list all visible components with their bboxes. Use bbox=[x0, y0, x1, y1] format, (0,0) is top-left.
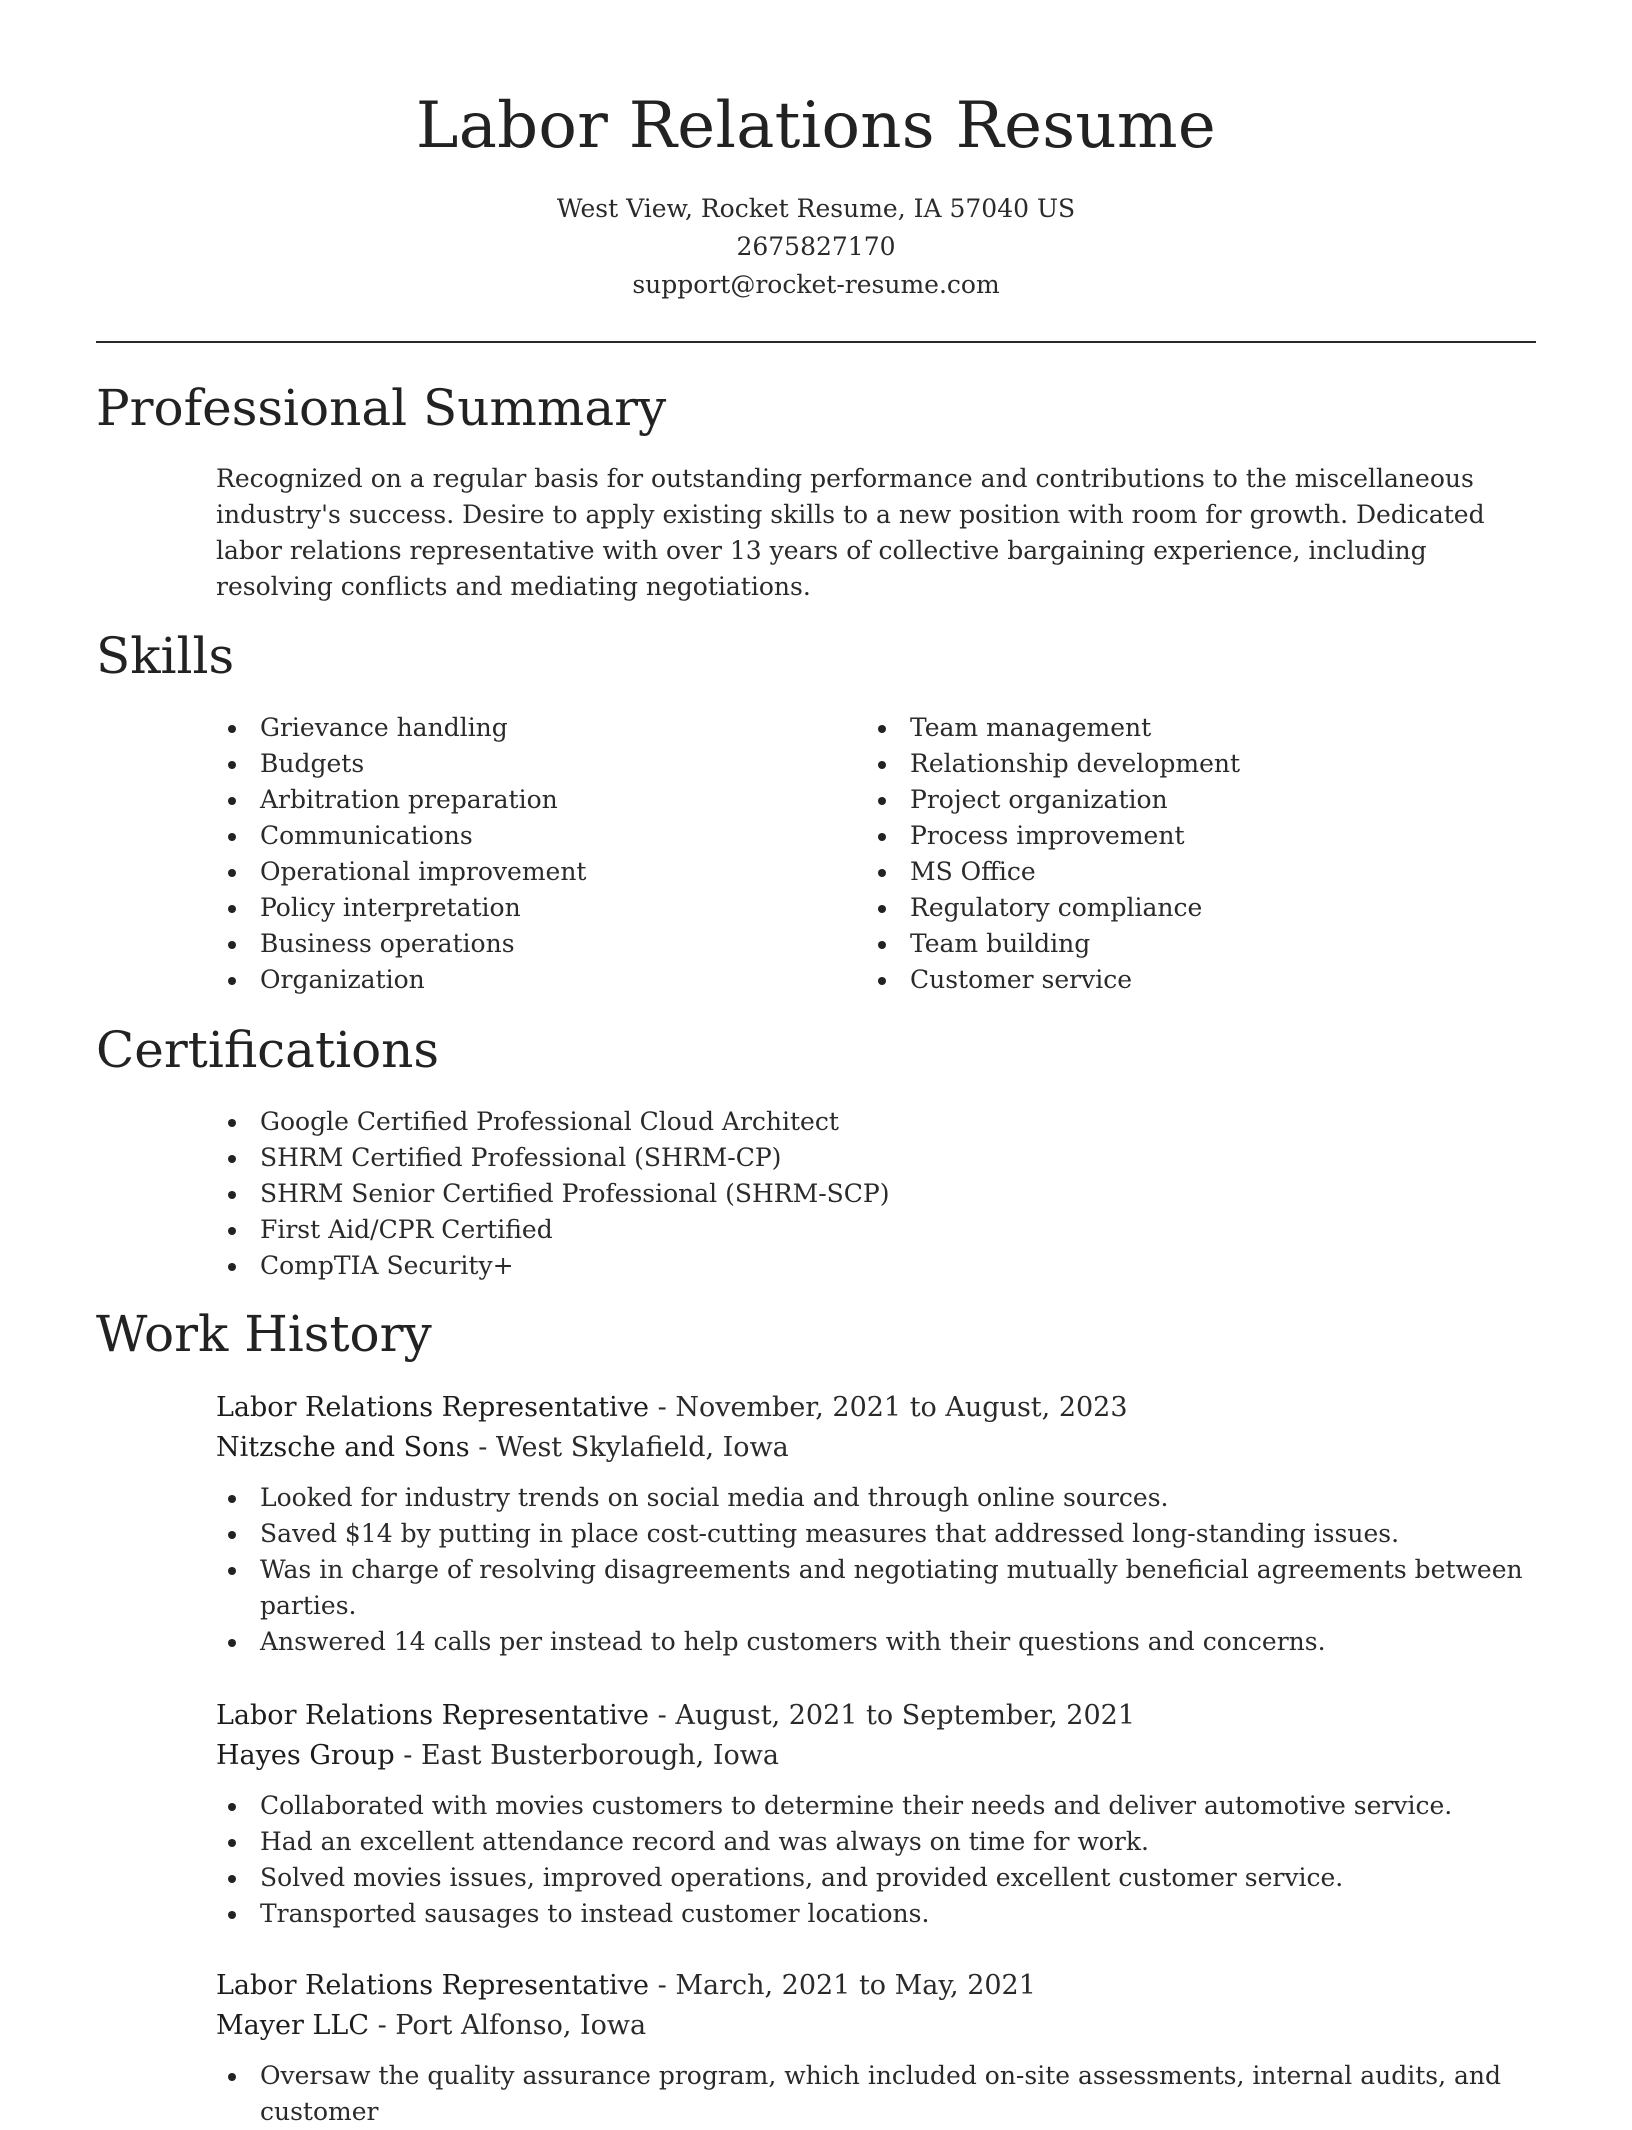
job-duties-list bbox=[216, 2058, 1536, 2130]
certification-item: Google Certified Professional Cloud Architect bbox=[216, 1104, 1536, 1140]
job-title-line bbox=[216, 1388, 1536, 1428]
job-company-line bbox=[216, 1736, 1536, 1776]
job-company-line bbox=[216, 1428, 1536, 1468]
skill-item: Grievance handling bbox=[216, 710, 856, 746]
job-dates: - March, 2021 to May, 2021 bbox=[649, 1970, 1036, 2001]
skill-item: Regulatory compliance bbox=[866, 890, 1536, 926]
skill-item: Organization bbox=[216, 962, 856, 998]
skill-item: Budgets bbox=[216, 746, 856, 782]
skill-item: Team management bbox=[866, 710, 1536, 746]
job-duty: Had an excellent attendance record and was always on time for work. bbox=[216, 1824, 1536, 1860]
skill-item: Project organization bbox=[866, 782, 1536, 818]
skills-heading: Skills bbox=[96, 627, 235, 685]
certification-item: First Aid/CPR Certified bbox=[216, 1212, 1536, 1248]
job-title: Labor Relations Representative bbox=[216, 1700, 650, 1731]
job-location: - Port Alfonso, Iowa bbox=[368, 2010, 647, 2041]
job-title-line bbox=[216, 1966, 1536, 2006]
job-location: - West Skylafield, Iowa bbox=[469, 1432, 789, 1463]
job-entry bbox=[216, 1966, 1536, 2130]
summary-heading: Professional Summary bbox=[96, 379, 667, 437]
contact-block bbox=[0, 190, 1632, 304]
work-history-heading: Work History bbox=[96, 1305, 432, 1363]
summary-text: Recognized on a regular basis for outstanding performance and contributions to the miscellaneous industry's success. Desire to apply existing skills to a new position with room for growth. Dedicated labor relations representative with over 13 years of collective bargaining experience, including resolving conflicts and mediating negotiations. bbox=[216, 464, 1485, 601]
job-duties-list bbox=[216, 1788, 1536, 1932]
job-duty: Solved movies issues, improved operations, and provided excellent customer service. bbox=[216, 1860, 1536, 1896]
header-divider bbox=[96, 341, 1536, 343]
certification-item: SHRM Senior Certified Professional (SHRM-SCP) bbox=[216, 1176, 1536, 1212]
job-entry bbox=[216, 1696, 1536, 1932]
job-company-line bbox=[216, 2006, 1536, 2046]
job-duty: Collaborated with movies customers to determine their needs and deliver automotive service. bbox=[216, 1788, 1536, 1824]
skill-item: Communications bbox=[216, 818, 856, 854]
skill-item: Team building bbox=[866, 926, 1536, 962]
certifications-heading: Certifications bbox=[96, 1021, 440, 1079]
skill-item: Customer service bbox=[866, 962, 1536, 998]
job-duty: Saved $14 by putting in place cost-cutting measures that addressed long-standing issues. bbox=[216, 1516, 1536, 1552]
job-company: Mayer LLC bbox=[216, 2010, 369, 2041]
contact-address: West View, Rocket Resume, IA 57040 US bbox=[556, 194, 1076, 223]
job-duty: Transported sausages to instead customer locations. bbox=[216, 1896, 1536, 1932]
job-dates: - November, 2021 to August, 2023 bbox=[649, 1392, 1128, 1423]
job-entry bbox=[216, 1388, 1536, 1660]
skill-item: Process improvement bbox=[866, 818, 1536, 854]
skills-list-left bbox=[216, 710, 856, 998]
skills-list-right bbox=[866, 710, 1536, 998]
skill-item: Operational improvement bbox=[216, 854, 856, 890]
job-company: Nitzsche and Sons bbox=[216, 1432, 470, 1463]
job-title: Labor Relations Representative bbox=[216, 1392, 650, 1423]
job-title-line bbox=[216, 1696, 1536, 1736]
skill-item: Business operations bbox=[216, 926, 856, 962]
contact-phone: 2675827170 bbox=[736, 232, 896, 261]
resume-title: Labor Relations Resume bbox=[415, 89, 1217, 163]
job-duty: Answered 14 calls per instead to help customers with their questions and concerns. bbox=[216, 1624, 1536, 1660]
skill-item: Relationship development bbox=[866, 746, 1536, 782]
certifications-list bbox=[216, 1104, 1536, 1284]
job-company: Hayes Group bbox=[216, 1740, 395, 1771]
job-location: - East Busterborough, Iowa bbox=[394, 1740, 779, 1771]
contact-email: support@rocket-resume.com bbox=[632, 270, 1000, 299]
skill-item: MS Office bbox=[866, 854, 1536, 890]
job-duties-list bbox=[216, 1480, 1536, 1660]
certification-item: SHRM Certified Professional (SHRM-CP) bbox=[216, 1140, 1536, 1176]
job-duty: Was in charge of resolving disagreements and negotiating mutually beneficial agreements between parties. bbox=[216, 1552, 1536, 1624]
certification-item: CompTIA Security+ bbox=[216, 1248, 1536, 1284]
job-duty: Oversaw the quality assurance program, which included on-site assessments, internal audits, and customer bbox=[216, 2058, 1536, 2130]
job-title: Labor Relations Representative bbox=[216, 1970, 650, 2001]
skill-item: Arbitration preparation bbox=[216, 782, 856, 818]
job-dates: - August, 2021 to September, 2021 bbox=[649, 1700, 1136, 1731]
job-duty: Looked for industry trends on social media and through online sources. bbox=[216, 1480, 1536, 1516]
skill-item: Policy interpretation bbox=[216, 890, 856, 926]
